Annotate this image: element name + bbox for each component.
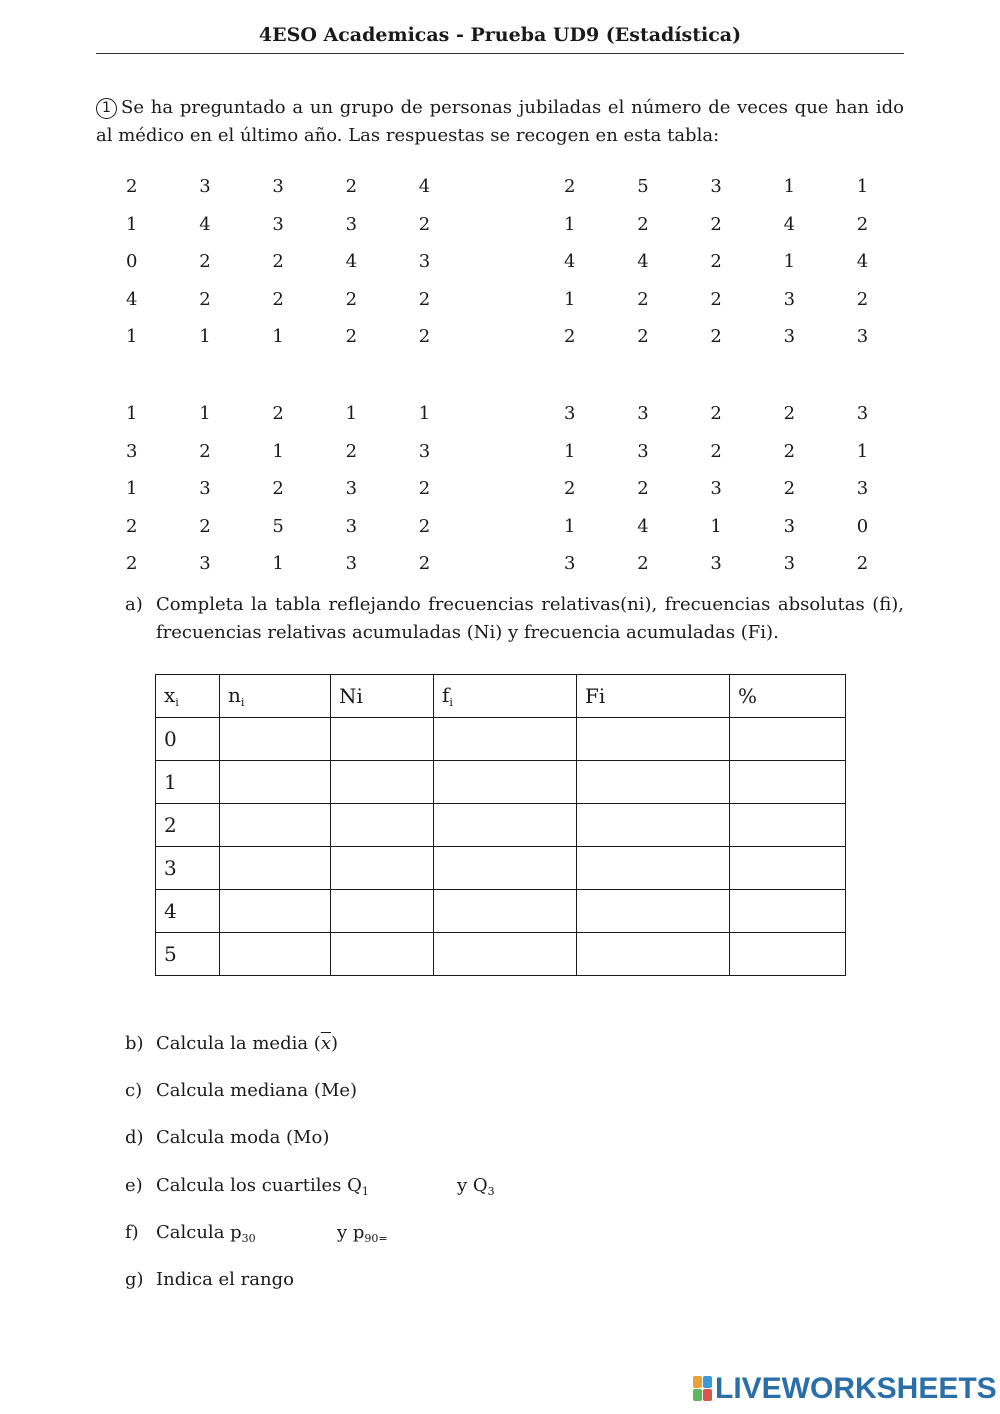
item-b-label: b) — [125, 1033, 144, 1054]
item-f — [125, 1219, 525, 1253]
item-f-text: Calcula p — [156, 1222, 242, 1243]
data-row — [564, 176, 930, 214]
item-d-text: Calcula moda (Mo) — [156, 1127, 330, 1148]
item-c-text: Calcula mediana (Me) — [156, 1080, 358, 1101]
data-row — [126, 516, 492, 554]
data-value: 3 — [418, 251, 431, 273]
item-a — [125, 591, 904, 647]
data-value: 5 — [637, 176, 649, 197]
data-value: 3 — [783, 515, 796, 537]
data-value: 2 — [345, 176, 358, 197]
answer-cell[interactable] — [434, 847, 577, 890]
table-row — [156, 933, 846, 976]
data-value: 0 — [856, 515, 869, 537]
data-row — [564, 289, 930, 327]
data-value: 2 — [710, 251, 722, 273]
data-value: 5 — [272, 515, 284, 537]
data-value: 2 — [418, 213, 431, 235]
data-value: 2 — [564, 478, 576, 500]
table-row — [156, 761, 846, 804]
column-header-text: n — [228, 683, 241, 707]
data-value: 2 — [199, 440, 211, 462]
answer-cell[interactable] — [730, 804, 846, 847]
column-header — [730, 675, 846, 718]
data-block-top-left — [126, 176, 492, 364]
data-value: 3 — [199, 176, 211, 197]
data-value: 2 — [418, 553, 431, 575]
answer-cell[interactable] — [220, 847, 331, 890]
data-value: 2 — [272, 478, 284, 500]
data-value: 2 — [710, 403, 722, 424]
item-f-label: f) — [125, 1222, 139, 1243]
xi-value-cell: 5 — [156, 933, 220, 976]
data-value: 2 — [564, 176, 576, 197]
xi-value-cell: 2 — [156, 804, 220, 847]
item-g-label: g) — [125, 1269, 144, 1290]
data-value: 0 — [126, 251, 138, 273]
data-value: 3 — [710, 478, 722, 500]
p90-subscript: 90= — [364, 1232, 388, 1245]
answer-cell[interactable] — [577, 761, 730, 804]
q3-subscript: 3 — [487, 1185, 495, 1198]
data-row — [564, 251, 930, 289]
data-value: 1 — [564, 213, 576, 235]
data-value: 1 — [564, 288, 576, 310]
data-value: 3 — [272, 176, 284, 197]
data-value: 2 — [856, 213, 869, 235]
data-value: 1 — [199, 403, 211, 424]
q1-subscript: 1 — [361, 1185, 369, 1198]
data-value: 2 — [783, 478, 796, 500]
page-title: 4ESO Academicas - Prueba UD9 (Estadística) — [258, 24, 742, 46]
table-row — [156, 890, 846, 933]
data-value: 3 — [345, 553, 358, 575]
data-value: 2 — [345, 440, 358, 462]
answer-cell[interactable] — [730, 890, 846, 933]
answer-cell[interactable] — [220, 761, 331, 804]
answer-cell[interactable] — [577, 718, 730, 761]
data-value: 3 — [199, 478, 211, 500]
data-value: 4 — [199, 213, 211, 235]
data-value: 1 — [856, 176, 869, 197]
data-value: 3 — [272, 213, 284, 235]
data-value: 2 — [418, 515, 431, 537]
mean-symbol: $\overline{x}$ — [320, 1033, 331, 1054]
answer-cell[interactable] — [730, 933, 846, 976]
data-value: 2 — [856, 553, 869, 575]
data-value: 2 — [710, 288, 722, 310]
data-value: 4 — [856, 251, 869, 273]
data-value: 4 — [418, 176, 431, 197]
data-value: 3 — [564, 403, 576, 424]
item-f-and: y p — [337, 1222, 365, 1243]
data-row — [126, 403, 492, 441]
answer-cell[interactable] — [730, 847, 846, 890]
data-value: 3 — [856, 403, 869, 424]
answer-cell[interactable] — [434, 890, 577, 933]
data-value: 2 — [418, 478, 431, 500]
data-value: 2 — [856, 288, 869, 310]
data-value: 2 — [637, 213, 649, 235]
column-header — [331, 675, 434, 718]
xi-value-cell: 4 — [156, 890, 220, 933]
data-row — [126, 289, 492, 327]
xi-value-cell: 0 — [156, 718, 220, 761]
data-row — [564, 553, 930, 591]
answer-cell[interactable] — [331, 933, 434, 976]
data-value: 2 — [710, 213, 722, 235]
column-header-subscript: i — [240, 696, 245, 709]
data-row — [564, 326, 930, 364]
data-row — [126, 251, 492, 289]
data-row — [564, 441, 930, 479]
data-value: 4 — [783, 213, 796, 235]
item-d-label: d) — [125, 1127, 144, 1148]
data-value: 2 — [418, 326, 431, 348]
answer-cell[interactable] — [577, 890, 730, 933]
answer-cell[interactable] — [577, 847, 730, 890]
answer-cell[interactable] — [434, 933, 577, 976]
xi-value-cell: 3 — [156, 847, 220, 890]
data-value: 2 — [345, 326, 358, 348]
answer-cell[interactable] — [331, 804, 434, 847]
data-block-bottom-left — [126, 403, 492, 591]
answer-cell[interactable] — [331, 847, 434, 890]
data-block-bottom-right — [564, 403, 930, 591]
item-c-label: c) — [125, 1080, 143, 1101]
data-value: 3 — [637, 440, 649, 462]
answer-cell[interactable] — [331, 761, 434, 804]
data-value: 3 — [345, 213, 358, 235]
data-value: 3 — [783, 553, 796, 575]
table-row — [156, 847, 846, 890]
data-value: 1 — [856, 440, 869, 462]
item-e-label: e) — [125, 1175, 143, 1196]
item-b-close: ) — [331, 1033, 339, 1054]
data-value: 1 — [272, 553, 284, 575]
data-value: 4 — [637, 515, 649, 537]
logo-text: LIVEWORKSHEETS — [715, 1372, 997, 1405]
data-value: 1 — [126, 213, 138, 235]
data-value: 2 — [126, 515, 138, 537]
data-row — [126, 441, 492, 479]
data-row — [564, 403, 930, 441]
data-value: 2 — [637, 326, 649, 348]
xi-value-cell: 1 — [156, 761, 220, 804]
data-value: 4 — [564, 251, 576, 273]
item-c — [125, 1077, 357, 1105]
data-value: 2 — [199, 515, 211, 537]
answer-cell[interactable] — [434, 718, 577, 761]
answer-cell[interactable] — [434, 761, 577, 804]
frequency-table — [155, 674, 846, 976]
data-block-top-right — [564, 176, 930, 364]
table-row — [156, 718, 846, 761]
data-value: 2 — [126, 553, 138, 575]
data-value: 2 — [783, 440, 796, 462]
exercise-1-intro — [96, 94, 904, 150]
column-header — [156, 675, 220, 718]
logo-icon — [693, 1376, 713, 1402]
data-value: 3 — [856, 326, 869, 348]
data-value: 3 — [783, 326, 796, 348]
column-header-text: Ni — [339, 684, 363, 708]
data-row — [564, 516, 930, 554]
data-value: 2 — [564, 326, 576, 348]
data-value: 1 — [272, 326, 284, 348]
answer-cell[interactable] — [730, 718, 846, 761]
data-value: 2 — [637, 288, 649, 310]
answer-cell[interactable] — [220, 933, 331, 976]
column-header-text: % — [738, 684, 758, 708]
answer-cell[interactable] — [331, 890, 434, 933]
header-divider — [96, 53, 904, 54]
column-header-subscript: i — [175, 696, 179, 709]
column-header-text: Fi — [585, 684, 606, 708]
data-value: 3 — [126, 440, 138, 462]
data-value: 3 — [199, 553, 211, 575]
column-header-text: f — [442, 683, 450, 707]
data-value: 1 — [710, 515, 722, 537]
data-value: 1 — [272, 440, 284, 462]
data-row — [126, 176, 492, 214]
exercise-1-text: Se ha preguntado a un grupo de personas jubiladas el número de veces que han ido al médico en el último año. Las respuestas se recogen en esta tabla: — [96, 97, 904, 146]
data-value: 1 — [564, 440, 576, 462]
item-d — [125, 1124, 329, 1152]
data-value: 4 — [637, 251, 649, 273]
data-value: 2 — [710, 326, 722, 348]
answer-cell[interactable] — [577, 933, 730, 976]
item-b — [125, 1030, 338, 1058]
data-value: 1 — [199, 326, 211, 348]
data-value: 2 — [783, 403, 796, 424]
answer-cell[interactable] — [730, 761, 846, 804]
item-e — [125, 1172, 525, 1206]
data-value: 3 — [637, 403, 649, 424]
item-e-and: y Q — [457, 1175, 488, 1196]
table-row — [156, 804, 846, 847]
item-g-text: Indica el rango — [156, 1269, 294, 1290]
data-value: 1 — [126, 326, 138, 348]
data-value: 1 — [345, 403, 358, 424]
data-value: 2 — [345, 288, 358, 310]
data-value: 3 — [345, 515, 358, 537]
data-row — [564, 478, 930, 516]
answer-cell[interactable] — [577, 804, 730, 847]
data-value: 2 — [126, 176, 138, 197]
liveworksheets-logo — [693, 1374, 997, 1404]
data-value: 1 — [564, 515, 576, 537]
data-value: 2 — [710, 440, 722, 462]
data-value: 1 — [418, 403, 431, 424]
item-a-label: a) — [125, 594, 143, 615]
data-row — [126, 326, 492, 364]
data-row — [126, 478, 492, 516]
data-row — [564, 214, 930, 252]
column-header — [577, 675, 730, 718]
data-value: 1 — [126, 478, 138, 500]
item-e-text: Calcula los cuartiles Q — [156, 1175, 362, 1196]
data-value: 2 — [272, 403, 284, 424]
column-header — [434, 675, 577, 718]
data-value: 3 — [418, 440, 431, 462]
data-value: 2 — [272, 288, 284, 310]
p30-subscript: 30 — [241, 1232, 256, 1245]
column-header — [220, 675, 331, 718]
table-header-row — [156, 675, 846, 718]
item-g — [125, 1266, 294, 1294]
answer-cell[interactable] — [220, 804, 331, 847]
data-row — [126, 214, 492, 252]
item-b-text: Calcula la media ( — [156, 1033, 321, 1054]
answer-cell[interactable] — [220, 890, 331, 933]
data-value: 1 — [783, 176, 796, 197]
data-row — [126, 553, 492, 591]
data-value: 3 — [564, 553, 576, 575]
exercise-number-badge: 1 — [96, 98, 117, 119]
answer-cell[interactable] — [434, 804, 577, 847]
column-header-text: x — [164, 683, 176, 707]
column-header-subscript: i — [449, 696, 453, 709]
data-value: 3 — [345, 478, 358, 500]
item-a-text: Completa la tabla reflejando frecuencias relativas(ni), frecuencias absolutas (fi), frecuencias relativas acumuladas (Ni) y frecuencia acumuladas (Fi). — [156, 594, 904, 643]
data-value: 3 — [783, 288, 796, 310]
data-value: 3 — [710, 176, 722, 197]
data-value: 1 — [126, 403, 138, 424]
data-value: 2 — [199, 288, 211, 310]
data-value: 3 — [710, 553, 722, 575]
data-value: 3 — [856, 478, 869, 500]
answer-cell[interactable] — [331, 718, 434, 761]
data-value: 4 — [126, 288, 138, 310]
data-value: 1 — [783, 251, 796, 273]
data-value: 2 — [418, 288, 431, 310]
data-value: 2 — [272, 251, 284, 273]
data-value: 2 — [637, 553, 649, 575]
answer-cell[interactable] — [220, 718, 331, 761]
data-value: 2 — [637, 478, 649, 500]
data-value: 4 — [345, 251, 358, 273]
data-value: 2 — [199, 251, 211, 273]
